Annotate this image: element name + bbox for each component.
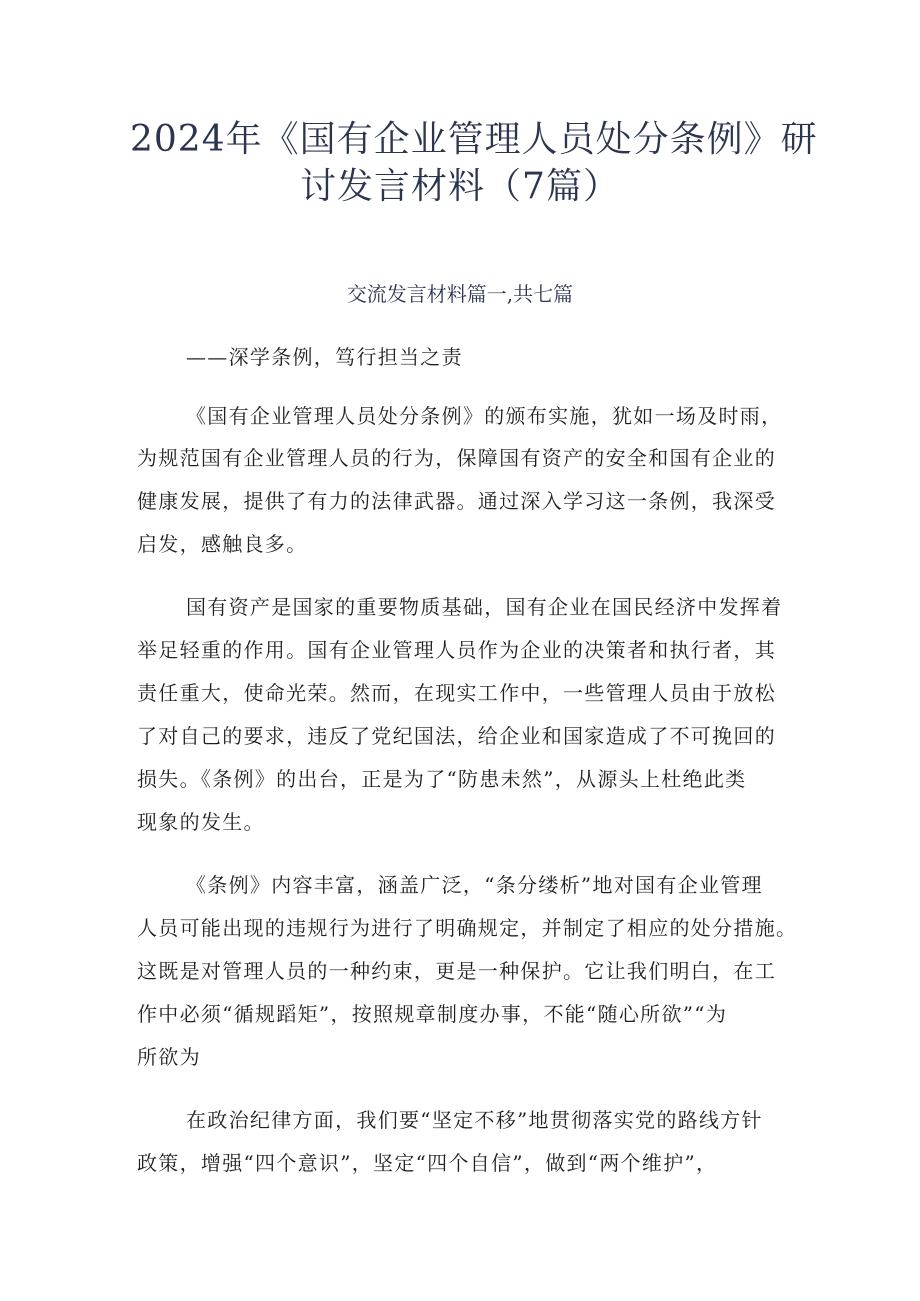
theme-line: ——深学条例，笃行担当之责 <box>186 345 463 369</box>
paragraph-3-line-4: 作中必须“循规蹈矩”，按照规章制度办事，不能“随心所欲”“为 <box>137 1002 728 1026</box>
document-title-line-2: 讨发言材料（7篇） <box>300 166 620 207</box>
paragraph-2-line-6: 现象的发生。 <box>137 810 265 834</box>
document-title-line-1: 2024年《国有企业管理人员处分条例》研 <box>130 119 818 160</box>
paragraph-3-line-3: 这既是对管理人员的一种约束，更是一种保护。它让我们明白，在工 <box>137 959 776 983</box>
paragraph-2-line-4: 了对自己的要求，违反了党纪国法，给企业和国家造成了不可挽回的 <box>137 724 776 748</box>
section-subtitle: 交流发言材料篇一,共七篇 <box>346 282 574 306</box>
paragraph-3-line-5: 所欲为 <box>137 1045 201 1069</box>
paragraph-1-line-3: 健康发展，提供了有力的法律武器。通过深入学习这一条例，我深受 <box>137 489 776 513</box>
paragraph-1-line-2: 为规范国有企业管理人员的行为，保障国有资产的安全和国有企业的 <box>137 446 776 470</box>
paragraph-2-line-2: 举足轻重的作用。国有企业管理人员作为企业的决策者和执行者，其 <box>137 638 776 662</box>
paragraph-2-line-1: 国有资产是国家的重要物质基础，国有企业在国民经济中发挥着 <box>186 595 783 619</box>
paragraph-4-line-2: 政策，增强“四个意识”，坚定“四个自信”，做到“两个维护”， <box>137 1151 718 1175</box>
paragraph-4-line-1: 在政治纪律方面，我们要“坚定不移”地贯彻落实党的路线方针 <box>186 1108 763 1132</box>
paragraph-2-line-5: 损失。《条例》的出台，正是为了“防患未然”，从源头上杜绝此类 <box>137 767 747 791</box>
paragraph-1-line-1: 《国有企业管理人员处分条例》的颁布实施，犹如一场及时雨， <box>186 404 783 428</box>
paragraph-3-line-2: 人员可能出现的违规行为进行了明确规定，并制定了相应的处分措施。 <box>137 916 798 940</box>
paragraph-2-line-3: 责任重大，使命光荣。然而，在现实工作中，一些管理人员由于放松 <box>137 681 776 705</box>
paragraph-1-line-4: 启发，感触良多。 <box>137 532 308 556</box>
paragraph-3-line-1: 《条例》内容丰富，涵盖广泛，“条分缕析”地对国有企业管理 <box>186 873 763 897</box>
